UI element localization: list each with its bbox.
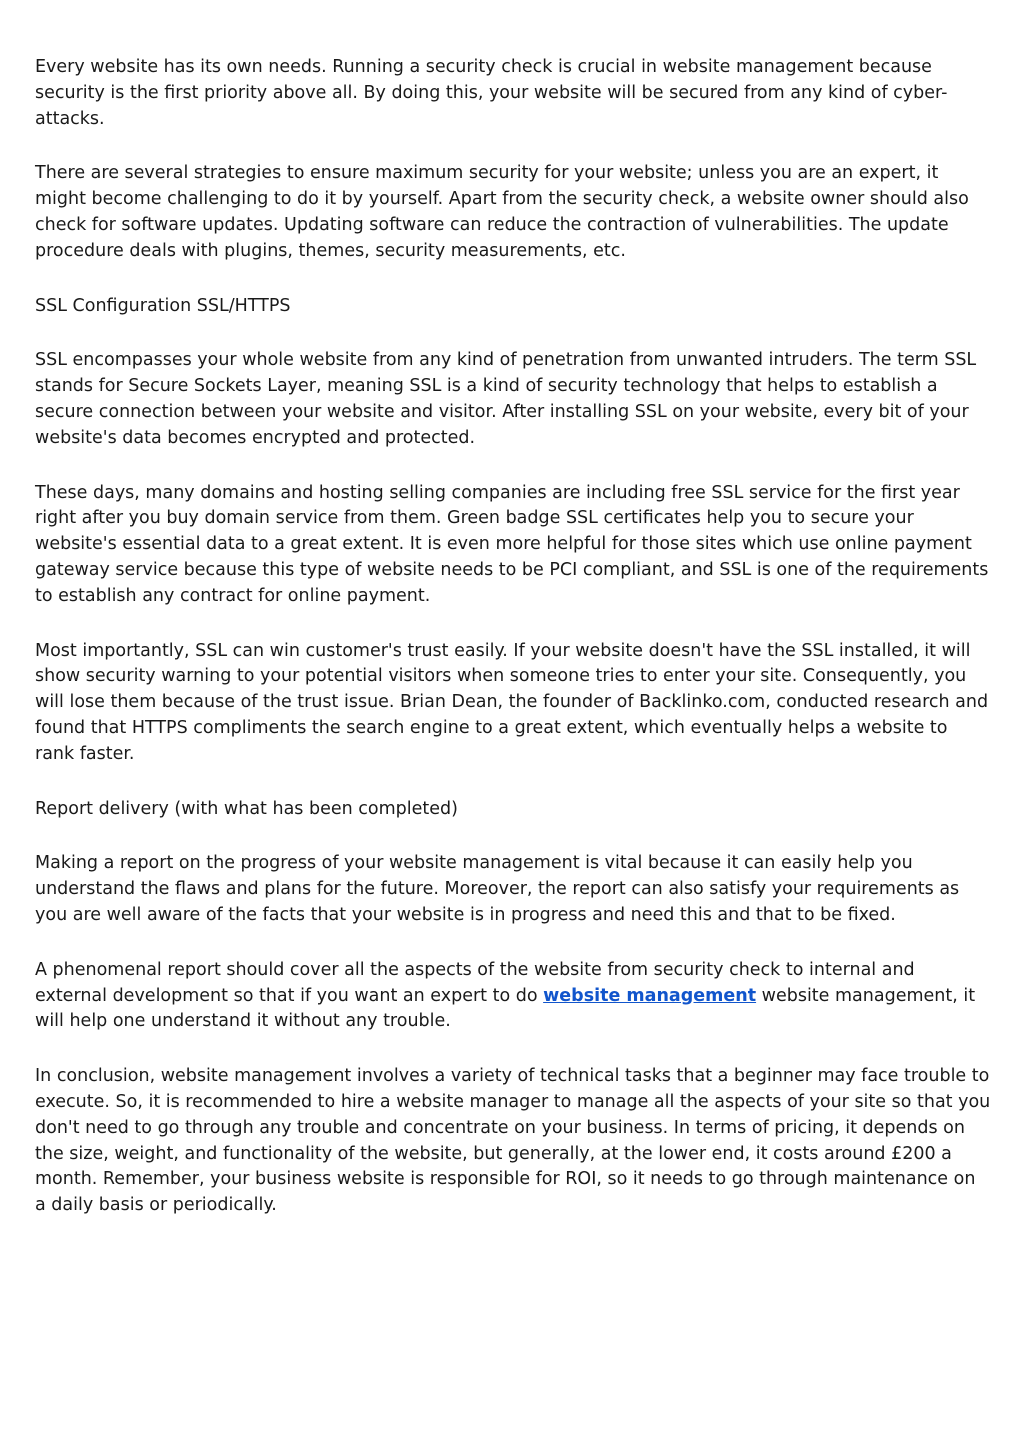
- paragraph-ssl-definition: SSL encompasses your whole website from any kind of penetration from unwanted intruders. The term SSL stands for Secure Sockets Layer, meaning SSL is a kind of security technology that helps to establish a secure connection between your website and visitor. After installing SSL on your website, every bit of your website's data becomes encrypted and protected.: [35, 350, 977, 448]
- paragraph-security-strategies: There are several strategies to ensure maximum security for your website; unless you are an expert, it might become challenging to do it by yourself. Apart from the security check, a website owner should also check for software updates. Updating software can reduce the contraction of vulnerabilities. The update procedure deals with plugins, themes, security measurements, etc.: [35, 163, 969, 261]
- website-management-link[interactable]: website management: [543, 985, 757, 1006]
- paragraph-ssl-trust: Most importantly, SSL can win customer's trust easily. If your website doesn't have the SSL installed, it will show security warning to your potential visitors when someone tries to enter your site. Consequently, you will lose them because of the trust issue. Brian Dean, the founder of Backlinko.com, conducted research and found that HTTPS compliments the search engine to a great extent, which eventually helps a website to rank faster.: [35, 640, 989, 764]
- paragraph-conclusion: In conclusion, website management involves a variety of technical tasks that a beginner may face trouble to execute. So, it is recommended to hire a website manager to manage all the aspects of your site so that you don't need to go through any trouble and concentrate on your business. In terms of pricing, it depends on the size, weight, and functionality of the website, but generally, at the lower end, it costs around £200 a month. Remember, your business website is responsible for ROI, so it needs to go through maintenance on a daily basis or periodically.: [35, 1066, 991, 1216]
- paragraph-security-intro: Every website has its own needs. Running a security check is crucial in website management because security is the first priority above all. By doing this, your website will be secured from any kind of cyber-attacks.: [35, 57, 948, 129]
- paragraph-report-aspects-end: website management, it will help one understand it without any trouble.: [35, 985, 976, 1032]
- document-body: [35, 55, 991, 1248]
- paragraph-report-progress: Making a report on the progress of your website management is vital because it can easily help you understand the flaws and plans for the future. Moreover, the report can also satisfy your requirements as you are well aware of the facts that your website is in progress and need this and that to be fixed.: [35, 853, 960, 925]
- heading-report-delivery: Report delivery (with what has been completed): [35, 798, 458, 819]
- paragraph-report-aspects-start: A phenomenal report should cover all the aspects of the website from security check to internal and external development so that if you want an expert to do: [35, 959, 915, 1006]
- paragraph-report-aspects: [35, 958, 991, 1035]
- paragraph-ssl-hosting: These days, many domains and hosting selling companies are including free SSL service for the first year right after you buy domain service from them. Green badge SSL certificates help you to secure your website's essential data to a great extent. It is even more helpful for those sites which use online payment gateway service because this type of website needs to be PCI compliant, and SSL is one of the requirements to establish any contract for online payment.: [35, 482, 989, 606]
- heading-ssl-configuration: SSL Configuration SSL/HTTPS: [35, 295, 291, 316]
